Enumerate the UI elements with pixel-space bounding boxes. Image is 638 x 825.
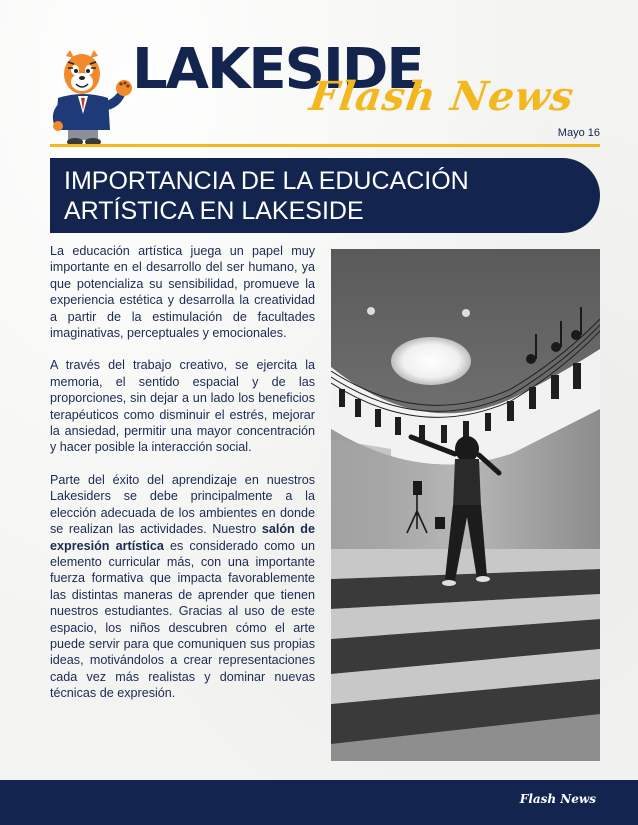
issue-date: Mayo 16: [557, 127, 600, 139]
article-paragraph: A través del trabajo creativo, se ejercita la memoria, el sentido espacial y de las proporciones, sin dejar a un lado los beneficios terapéuticos como disminuir el estrés, mejorar la ansiedad, permitir una mayor concentración y hacer posible la interacción social.: [50, 358, 315, 455]
article-body: [50, 243, 315, 718]
paragraph-text: es considerado como un elemento curricular más, con una importante fuerza formativa que impacta favorablemente las distintas maneras de aprender que tienen nuestros estudiantes. Gracias al uso de este espacio, los niños descubren cómo el arte puede servir para que comuniquen sus propias ideas, motivándolos a crear representaciones cada vez más realistas y dominar nuevas técnicas de expresión.: [50, 538, 316, 701]
article-title: IMPORTANCIA DE LA EDUCACIÓN ARTÍSTICA EN LAKESIDE: [64, 167, 469, 225]
article-paragraph: [50, 472, 315, 702]
article-paragraph: La educación artística juega un papel muy importante en el desarrollo del ser humano, ya que potencializa su sensibilidad, promueve la experiencia estética y desarrolla la creatividad a partir de la estimulación de facultades imaginativas, perceptuales y emocionales.: [50, 244, 315, 341]
highlight-text: salón de expresión artística: [50, 522, 315, 553]
tiger-mascot-icon: [48, 48, 136, 148]
newsletter-subtitle: Flash News: [306, 73, 578, 120]
art-room-photo: [331, 249, 600, 761]
title-banner: [50, 158, 600, 233]
header-divider: [50, 144, 600, 147]
footer-label: Flash News: [519, 792, 596, 806]
footer-bar: [0, 780, 638, 825]
brand-logo-text: LAKESIDE: [132, 37, 423, 102]
paragraph-text: Parte del éxito del aprendizaje en nuestros Lakesiders se debe principalmente a la elección adecuada de los ambientes en donde se realizan las actividades. Nuestro: [50, 472, 315, 537]
art-room-illustration: [331, 249, 600, 761]
